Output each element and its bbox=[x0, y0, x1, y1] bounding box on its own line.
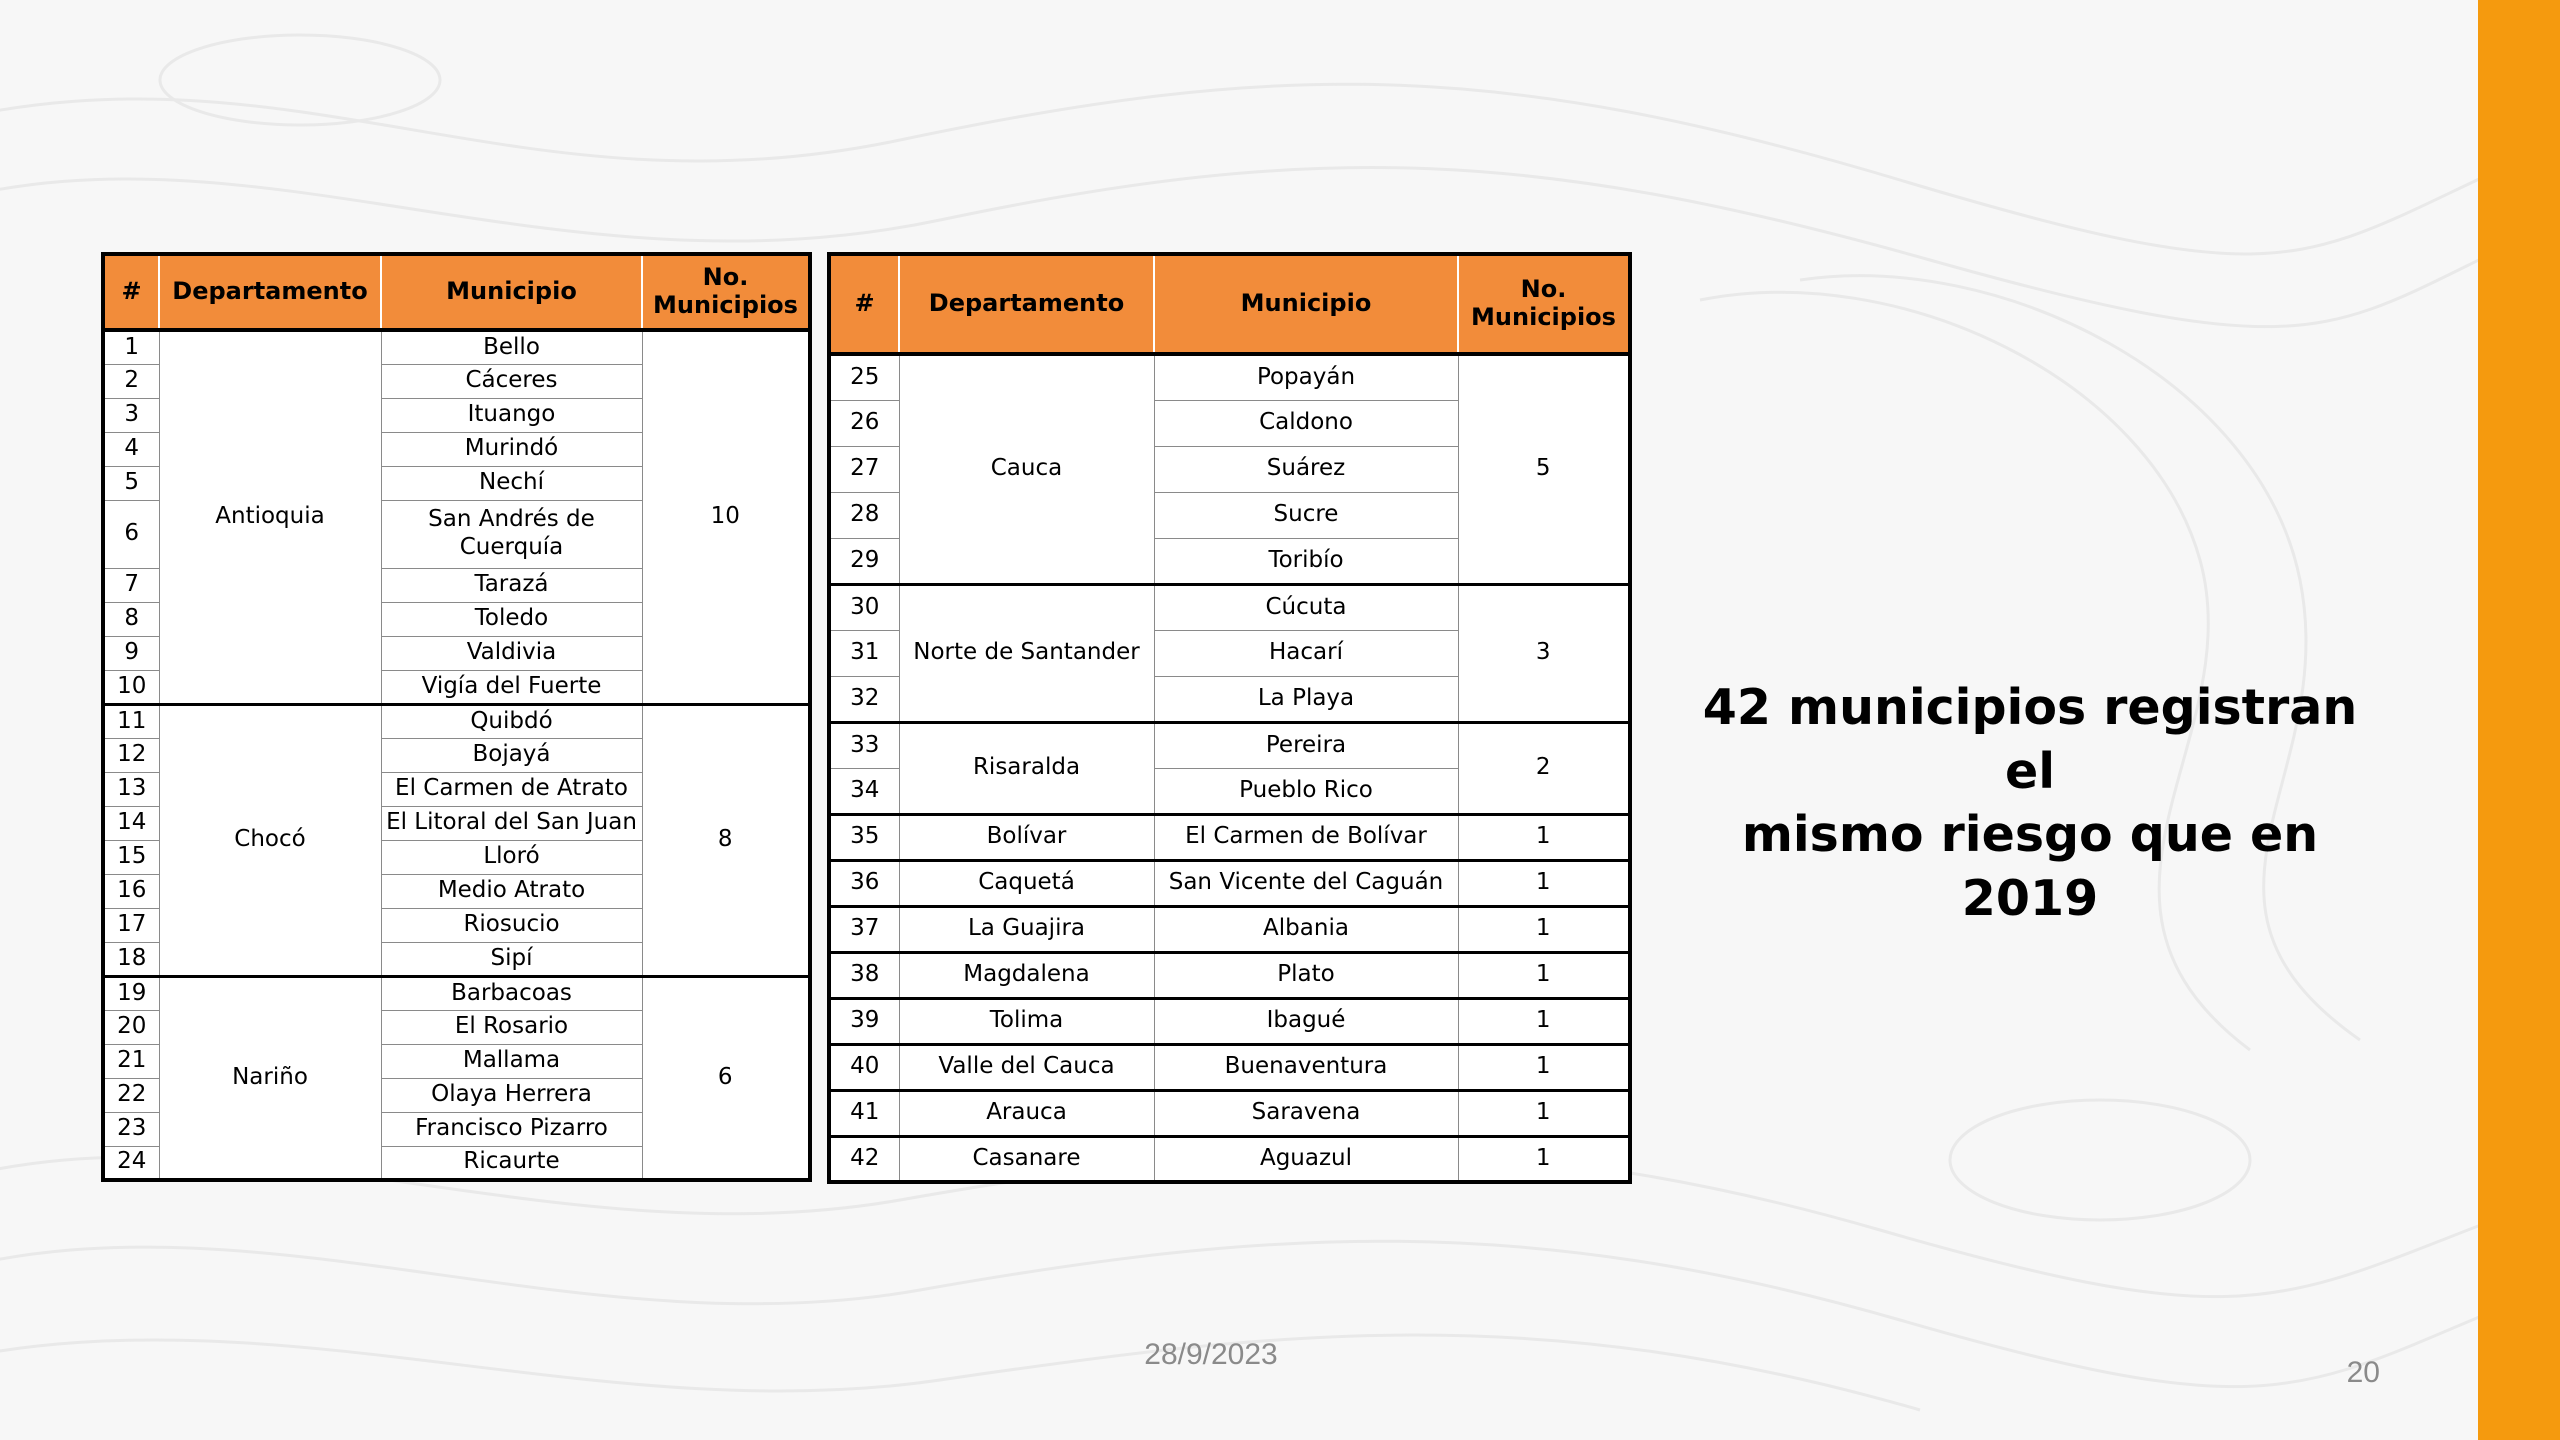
row-number-cell: 28 bbox=[829, 492, 899, 538]
no-municipios-cell: 1 bbox=[1458, 1136, 1630, 1182]
row-number-cell: 14 bbox=[103, 806, 159, 840]
orange-side-bar bbox=[2478, 0, 2560, 1440]
header-num: # bbox=[829, 254, 899, 354]
no-municipios-cell: 1 bbox=[1458, 814, 1630, 860]
municipio-cell: Bello bbox=[381, 330, 642, 364]
municipio-cell: Cúcuta bbox=[1154, 584, 1458, 630]
row-number-cell: 32 bbox=[829, 676, 899, 722]
departamento-cell: Valle del Cauca bbox=[899, 1044, 1154, 1090]
row-number-cell: 8 bbox=[103, 602, 159, 636]
row-number-cell: 37 bbox=[829, 906, 899, 952]
row-number-cell: 18 bbox=[103, 942, 159, 976]
no-municipios-cell: 1 bbox=[1458, 1044, 1630, 1090]
row-number-cell: 1 bbox=[103, 330, 159, 364]
table-row bbox=[829, 1136, 1630, 1182]
municipio-cell: Suárez bbox=[1154, 446, 1458, 492]
table-row bbox=[829, 722, 1630, 768]
municipio-cell: San Vicente del Caguán bbox=[1154, 860, 1458, 906]
departamento-cell: Casanare bbox=[899, 1136, 1154, 1182]
municipio-cell: La Playa bbox=[1154, 676, 1458, 722]
departamento-cell: Arauca bbox=[899, 1090, 1154, 1136]
municipio-cell: Toledo bbox=[381, 602, 642, 636]
table-row bbox=[103, 704, 810, 738]
headline-line-2: mismo riesgo que en 2019 bbox=[1741, 806, 2319, 928]
table-row bbox=[103, 330, 810, 364]
no-municipios-cell: 1 bbox=[1458, 998, 1630, 1044]
no-municipios-cell: 10 bbox=[642, 330, 810, 704]
municipio-cell: Mallama bbox=[381, 1044, 642, 1078]
right-municipalities-table bbox=[827, 252, 1632, 1184]
municipio-cell: Murindó bbox=[381, 432, 642, 466]
municipio-cell: Caldono bbox=[1154, 400, 1458, 446]
departamento-cell: Chocó bbox=[159, 704, 381, 976]
departamento-cell: La Guajira bbox=[899, 906, 1154, 952]
row-number-cell: 36 bbox=[829, 860, 899, 906]
departamento-cell: Caquetá bbox=[899, 860, 1154, 906]
headline bbox=[1680, 676, 2380, 931]
row-number-cell: 21 bbox=[103, 1044, 159, 1078]
table-row bbox=[829, 1090, 1630, 1136]
municipio-cell: Toribío bbox=[1154, 538, 1458, 584]
row-number-cell: 38 bbox=[829, 952, 899, 998]
municipio-cell: Nechí bbox=[381, 466, 642, 500]
municipio-cell: Bojayá bbox=[381, 738, 642, 772]
row-number-cell: 2 bbox=[103, 364, 159, 398]
row-number-cell: 40 bbox=[829, 1044, 899, 1090]
municipio-cell: Plato bbox=[1154, 952, 1458, 998]
municipio-cell: Valdivia bbox=[381, 636, 642, 670]
row-number-cell: 27 bbox=[829, 446, 899, 492]
row-number-cell: 39 bbox=[829, 998, 899, 1044]
departamento-cell: Bolívar bbox=[899, 814, 1154, 860]
left-municipalities-table bbox=[101, 252, 812, 1182]
row-number-cell: 30 bbox=[829, 584, 899, 630]
municipio-cell: El Litoral del San Juan bbox=[381, 806, 642, 840]
municipio-cell: Sucre bbox=[1154, 492, 1458, 538]
municipio-cell: Tarazá bbox=[381, 568, 642, 602]
municipio-cell: Medio Atrato bbox=[381, 874, 642, 908]
row-number-cell: 13 bbox=[103, 772, 159, 806]
row-number-cell: 12 bbox=[103, 738, 159, 772]
table-row bbox=[829, 906, 1630, 952]
row-number-cell: 31 bbox=[829, 630, 899, 676]
municipio-cell: Francisco Pizarro bbox=[381, 1112, 642, 1146]
header-no-municipios: No. Municipios bbox=[642, 254, 810, 330]
no-municipios-cell: 1 bbox=[1458, 906, 1630, 952]
departamento-cell: Tolima bbox=[899, 998, 1154, 1044]
table-row bbox=[829, 354, 1630, 400]
row-number-cell: 16 bbox=[103, 874, 159, 908]
header-municipio: Municipio bbox=[1154, 254, 1458, 354]
municipio-cell: Albania bbox=[1154, 906, 1458, 952]
municipio-cell: Ricaurte bbox=[381, 1146, 642, 1180]
row-number-cell: 24 bbox=[103, 1146, 159, 1180]
departamento-cell: Nariño bbox=[159, 976, 381, 1180]
row-number-cell: 20 bbox=[103, 1010, 159, 1044]
municipio-cell: San Andrés de Cuerquía bbox=[381, 500, 642, 568]
municipio-cell: Pereira bbox=[1154, 722, 1458, 768]
row-number-cell: 9 bbox=[103, 636, 159, 670]
no-municipios-cell: 1 bbox=[1458, 952, 1630, 998]
row-number-cell: 15 bbox=[103, 840, 159, 874]
row-number-cell: 5 bbox=[103, 466, 159, 500]
departamento-cell: Risaralda bbox=[899, 722, 1154, 814]
municipio-cell: Pueblo Rico bbox=[1154, 768, 1458, 814]
municipio-cell: Ibagué bbox=[1154, 998, 1458, 1044]
departamento-cell: Cauca bbox=[899, 354, 1154, 584]
row-number-cell: 29 bbox=[829, 538, 899, 584]
row-number-cell: 22 bbox=[103, 1078, 159, 1112]
municipio-cell: Ituango bbox=[381, 398, 642, 432]
row-number-cell: 35 bbox=[829, 814, 899, 860]
no-municipios-cell: 3 bbox=[1458, 584, 1630, 722]
table-row bbox=[829, 1044, 1630, 1090]
row-number-cell: 42 bbox=[829, 1136, 899, 1182]
no-municipios-cell: 8 bbox=[642, 704, 810, 976]
row-number-cell: 11 bbox=[103, 704, 159, 738]
header-municipio: Municipio bbox=[381, 254, 642, 330]
table-row bbox=[829, 814, 1630, 860]
table-row bbox=[103, 976, 810, 1010]
row-number-cell: 7 bbox=[103, 568, 159, 602]
row-number-cell: 41 bbox=[829, 1090, 899, 1136]
municipio-cell: Popayán bbox=[1154, 354, 1458, 400]
municipio-cell: El Carmen de Atrato bbox=[381, 772, 642, 806]
municipio-cell: Aguazul bbox=[1154, 1136, 1458, 1182]
departamento-cell: Magdalena bbox=[899, 952, 1154, 998]
header-departamento: Departamento bbox=[159, 254, 381, 330]
no-municipios-cell: 6 bbox=[642, 976, 810, 1180]
row-number-cell: 34 bbox=[829, 768, 899, 814]
municipio-cell: El Carmen de Bolívar bbox=[1154, 814, 1458, 860]
municipio-cell: Olaya Herrera bbox=[381, 1078, 642, 1112]
municipio-cell: Sipí bbox=[381, 942, 642, 976]
municipio-cell: Lloró bbox=[381, 840, 642, 874]
header-num: # bbox=[103, 254, 159, 330]
row-number-cell: 19 bbox=[103, 976, 159, 1010]
municipio-cell: Buenaventura bbox=[1154, 1044, 1458, 1090]
departamento-cell: Antioquia bbox=[159, 330, 381, 704]
table-row bbox=[829, 952, 1630, 998]
headline-line-1: 42 municipios registran el bbox=[1702, 679, 2358, 800]
row-number-cell: 26 bbox=[829, 400, 899, 446]
no-municipios-cell: 1 bbox=[1458, 860, 1630, 906]
row-number-cell: 4 bbox=[103, 432, 159, 466]
departamento-cell: Norte de Santander bbox=[899, 584, 1154, 722]
municipio-cell: Quibdó bbox=[381, 704, 642, 738]
row-number-cell: 23 bbox=[103, 1112, 159, 1146]
municipio-cell: Vigía del Fuerte bbox=[381, 670, 642, 704]
municipio-cell: Barbacoas bbox=[381, 976, 642, 1010]
no-municipios-cell: 1 bbox=[1458, 1090, 1630, 1136]
row-number-cell: 33 bbox=[829, 722, 899, 768]
page-number: 20 bbox=[2346, 1356, 2380, 1389]
header-departamento: Departamento bbox=[899, 254, 1154, 354]
row-number-cell: 3 bbox=[103, 398, 159, 432]
no-municipios-cell: 5 bbox=[1458, 354, 1630, 584]
row-number-cell: 6 bbox=[103, 500, 159, 568]
footer-date: 28/9/2023 bbox=[1144, 1338, 1278, 1371]
municipio-cell: Saravena bbox=[1154, 1090, 1458, 1136]
row-number-cell: 17 bbox=[103, 908, 159, 942]
municipio-cell: Cáceres bbox=[381, 364, 642, 398]
table-row bbox=[829, 998, 1630, 1044]
municipio-cell: Riosucio bbox=[381, 908, 642, 942]
header-no-municipios: No. Municipios bbox=[1458, 254, 1630, 354]
row-number-cell: 10 bbox=[103, 670, 159, 704]
table-row bbox=[829, 860, 1630, 906]
row-number-cell: 25 bbox=[829, 354, 899, 400]
table-row bbox=[829, 584, 1630, 630]
municipio-cell: Hacarí bbox=[1154, 630, 1458, 676]
municipio-cell: El Rosario bbox=[381, 1010, 642, 1044]
no-municipios-cell: 2 bbox=[1458, 722, 1630, 814]
